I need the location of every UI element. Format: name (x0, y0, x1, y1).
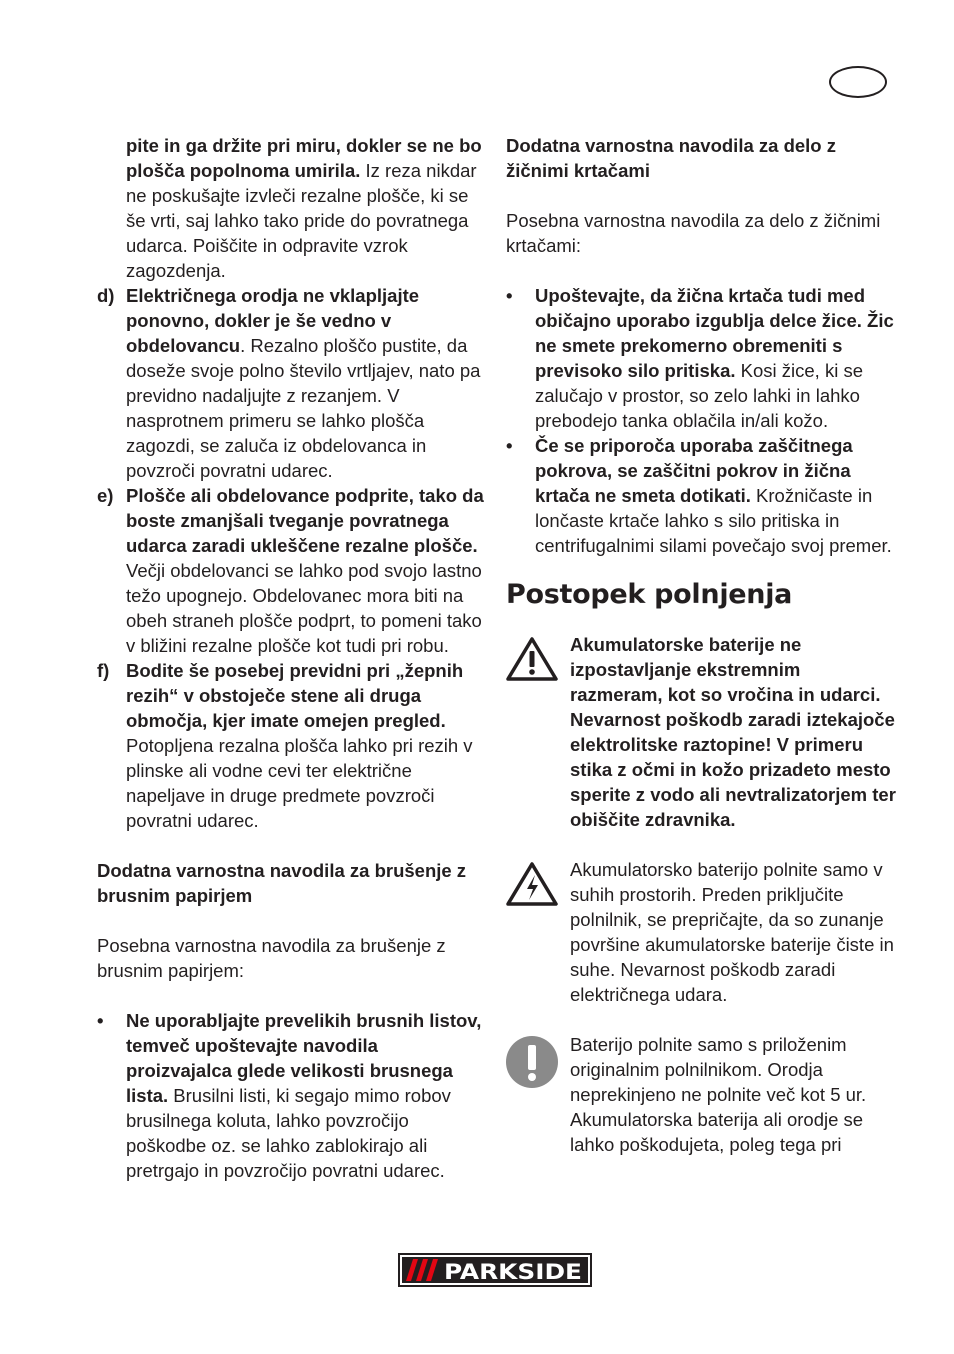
sanding-bullet: • Ne uporabljajte prevelikih brusnih listov, temveč upoštevajte navodila proizvajalca glede velikosti brusnega lista. Brusilni listi, ki segajo mimo robov brusilnega koluta, lahko povzročijo poškodbe oz. se lahko zablokirajo ali pretrgajo in povzročijo povratni udarec. (97, 1010, 482, 1181)
sanding-heading: Dodatna varnostna navodila za brušenje z brusnim papirjem (97, 860, 467, 906)
notice-exclamation-icon (506, 1032, 570, 1157)
logo-text: PARKSIDE (444, 1260, 582, 1284)
wire-bullet-2: • Če se priporoča uporaba zaščitnega pokrova, se zaščitni pokrov in žična krtača ne smeta dotikati. Krožničaste in lončaste krtače lahko s silo pritiska in centrifugalnimi silami povečajo svoj premer. (506, 435, 892, 556)
item-c-continuation: pite in ga držite pri miru, dokler se ne bo plošča popolnoma umirila. Iz reza nikdar ne poskušajte izvleči rezalne plošče, ki se še vrti, saj lahko tako pride do povratnega udarca. Poiščite in odpravite vzrok zagozdenja. (126, 135, 482, 281)
language-badge (829, 66, 887, 98)
left-column (97, 133, 487, 1183)
warning-exclamation-icon (506, 632, 570, 832)
item-f: f) Bodite še posebej previdni pri „žepnih rezih“ v obstoječe stene ali druga območja, kjer imate omejen pregled. Potopljena rezalna plošča lahko pri rezih v plinske ali vodne cevi ter električne napeljave in druge predmete povzroči povratni udarec. (97, 660, 473, 831)
item-e-label: e) (97, 485, 114, 506)
warning-text-2: Akumulatorsko baterijo polnite samo v suhih prostorih. Preden priključite polnilnik, se prepričajte, da so zunanje površine akumulatorske baterije čiste in suhe. Nevarnost poškodb zaradi električnega udara. (570, 859, 894, 1005)
item-d: d) Električnega orodja ne vklapljajte ponovno, dokler je še vedno v obdelovancu. Rezalno ploščo pustite, da doseže svoje polno število vrtljajev, nato pa previdno nadaljujte z rezanjem. V nasprotnem primeru se lahko plošča zagozdi, se zaluča iz obdelovanca in povzroči povratni udarec. (97, 285, 481, 481)
wire-bullet-1: • Upoštevajte, da žična krtača tudi med običajno uporabo izgublja delce žice. Žic ne smete prekomerno obremeniti s previsoko silo pritiska. Kosi žice, ki se zalučajo v prostor, so zelo lahki in lahko prebodejo tanka oblačila in/ali kožo. (506, 285, 894, 431)
bullet-mark: • (506, 435, 513, 456)
sanding-intro: Posebna varnostna navodila za brušenje z brusnim papirjem: (97, 935, 446, 981)
item-e: e) Plošče ali obdelovance podprite, tako da boste zmanjšali tveganje povratnega udarca zaradi ukleščene rezalne plošče. Večji obdelovanci se lahko pod svojo lastno težo upognejo. Obdelovanec mora biti na obeh straneh plošče podprt, to pomeni tako v bližini rezalne plošče kot tudi pri robu. (97, 485, 484, 656)
parkside-logo (398, 1253, 592, 1287)
section-title: Postopek polnjenja (506, 579, 793, 610)
right-column (506, 133, 896, 1157)
warning-text-3: Baterijo polnite samo s priloženim originalnim polnilnikom. Orodja neprekinjeno ne polnite več kot 5 ur. Akumulatorska baterija ali orodje se lahko poškodujeta, poleg tega pri (570, 1034, 867, 1155)
bullet-mark: • (506, 285, 513, 306)
bullet-mark: • (97, 1010, 104, 1031)
warning-block-2 (506, 857, 896, 1007)
warning-block-3 (506, 1032, 896, 1157)
warning-block-1 (506, 632, 896, 832)
wire-brush-heading: Dodatna varnostna navodila za delo z žičnimi krtačami (506, 135, 836, 181)
item-f-label: f) (97, 660, 110, 681)
electric-hazard-icon (506, 857, 570, 1007)
warning-text-1: Akumulatorske baterije ne izpostavljanje ekstremnim razmeram, kot so vročina in udarci. Nevarnost poškodb zaradi iztekajoče elektrolitske raztopine! V primeru stika z očmi in kožo prizadeto mesto sperite z vodo ali nevtralizatorjem ter obiščite zdravnika. (570, 634, 896, 830)
item-d-label: d) (97, 285, 115, 306)
wire-brush-intro: Posebna varnostna navodila za delo z žičnimi krtačami: (506, 210, 881, 256)
